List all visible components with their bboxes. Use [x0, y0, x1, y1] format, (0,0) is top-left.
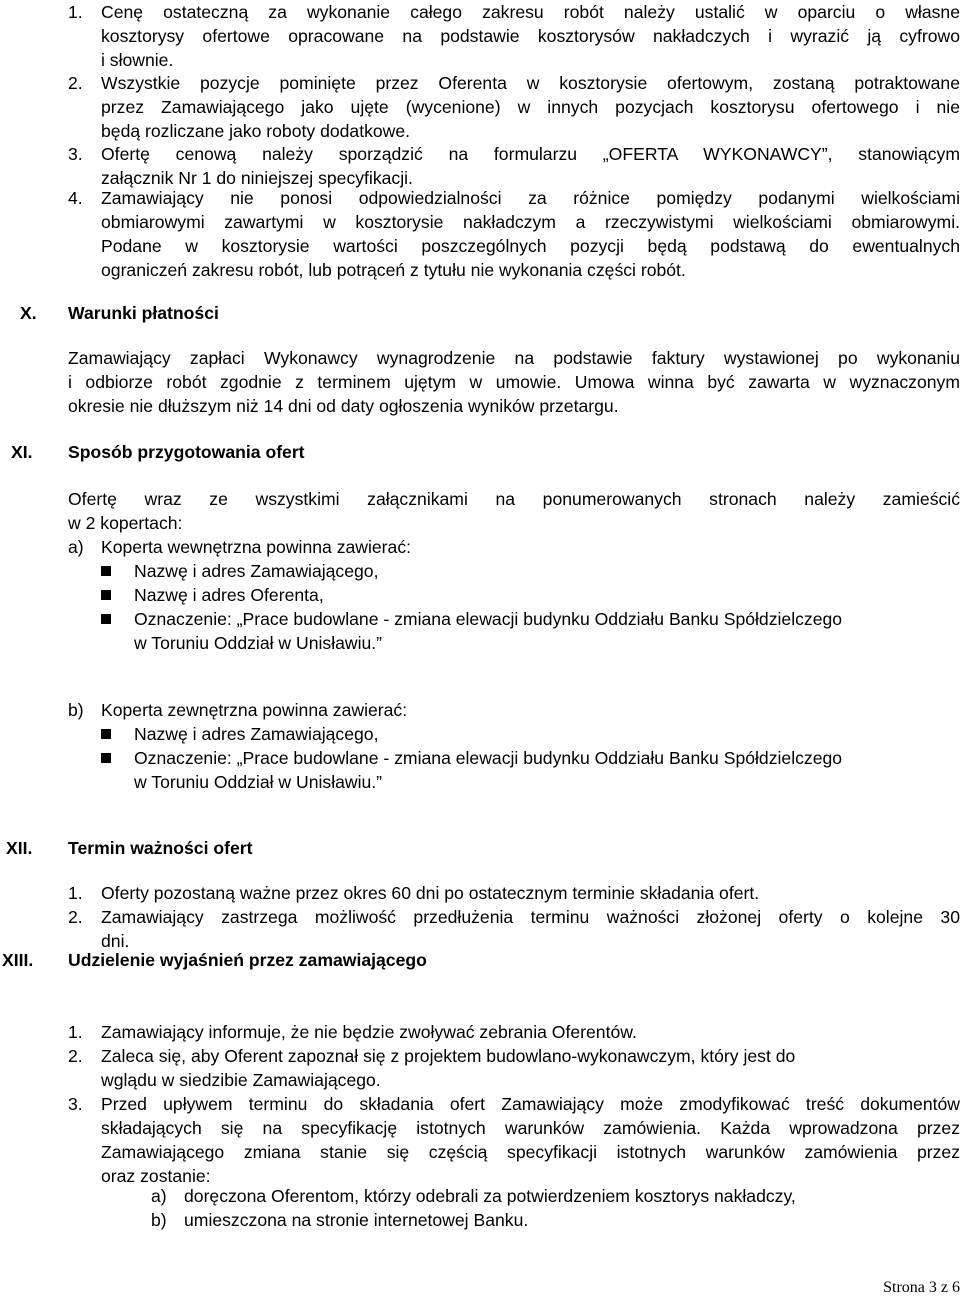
bullet-text: w Toruniu Oddział w Unisławiu.”: [134, 772, 383, 792]
section-number: X.: [20, 303, 37, 323]
list-number: 1.: [68, 883, 83, 903]
list-number: 2.: [68, 73, 83, 93]
page-number-footer: Strona 3 z 6: [883, 1279, 960, 1296]
section-title: Warunki płatności: [68, 303, 219, 323]
list-line: Cenę ostateczną za wykonanie całego zakresu robót należy ustalić w oparciu o własne: [101, 2, 960, 22]
list-label: b): [68, 700, 84, 720]
square-bullet-icon: [101, 590, 111, 600]
list-line: Koperta zewnętrzna powinna zawierać:: [101, 700, 408, 720]
square-bullet-icon: [101, 566, 111, 576]
list-line: Zamawiający zastrzega możliwość przedłużenia terminu ważności złożonej oferty o kolejne 30: [101, 907, 960, 927]
list-line: Oferty pozostaną ważne przez okres 60 dni po ostatecznym terminie składania ofert.: [101, 883, 760, 903]
bullet-text: Nazwę i adres Oferenta,: [134, 585, 324, 605]
list-line: wglądu w siedzibie Zamawiającego.: [101, 1070, 381, 1090]
section-title: Termin ważności ofert: [68, 838, 253, 858]
sub-list-text: doręczona Oferentom, którzy odebrali za potwierdzeniem kosztorys nakładczy,: [184, 1186, 796, 1206]
list-number: 2.: [68, 907, 83, 927]
list-line: Zamawiającego zmiana stanie się częścią specyfikacji istotnych warunków zamówienia przez: [101, 1142, 960, 1162]
sub-list-label: a): [151, 1186, 167, 1206]
sub-list-text: umieszczona na stronie internetowej Banku.: [184, 1210, 529, 1230]
list-line: Wszystkie pozycje pominięte przez Oferenta w kosztorysie ofertowym, zostaną potraktowane: [101, 73, 960, 93]
list-line: dni.: [101, 931, 130, 951]
list-label: a): [68, 537, 84, 557]
list-line: Zamawiający nie ponosi odpowiedzialności za różnice pomiędzy podanymi wielkościami: [101, 188, 960, 208]
square-bullet-icon: [101, 729, 111, 739]
section-title: Sposób przygotowania ofert: [68, 442, 305, 462]
list-number: 4.: [68, 188, 83, 208]
list-number: 3.: [68, 144, 83, 164]
bullet-text: Nazwę i adres Zamawiającego,: [134, 724, 379, 744]
list-line: Zamawiający informuje, że nie będzie zwoływać zebrania Oferentów.: [101, 1022, 637, 1042]
paragraph-line: okresie nie dłuższym niż 14 dni od daty ogłoszenia wyników przetargu.: [68, 396, 619, 416]
list-number: 3.: [68, 1094, 83, 1114]
list-line: przez Zamawiającego jako ujęte (wycenione) w innych pozycjach kosztorysu ofertowego i nie: [101, 97, 960, 117]
paragraph-line: i odbiorze robót zgodnie z terminem ujętym w umowie. Umowa winna być zawarta w wyznaczonym: [68, 372, 960, 392]
section-title: Udzielenie wyjaśnień przez zamawiającego: [68, 950, 427, 970]
list-line: Zaleca się, aby Oferent zapoznał się z projektem budowlano-wykonawczym, który jest do: [101, 1046, 796, 1066]
list-number: 1.: [68, 2, 83, 22]
square-bullet-icon: [101, 614, 111, 624]
bullet-text: Nazwę i adres Zamawiającego,: [134, 561, 379, 581]
list-line: oraz zostanie:: [101, 1166, 211, 1186]
list-line: będą rozliczane jako roboty dodatkowe.: [101, 121, 411, 141]
list-line: Podane w kosztorysie wartości poszczególnych pozycji będą podstawą do ewentualnych: [101, 236, 960, 256]
square-bullet-icon: [101, 753, 111, 763]
paragraph-line: Ofertę wraz ze wszystkimi załącznikami na ponumerowanych stronach należy zamieścić: [68, 489, 960, 509]
bullet-text: w Toruniu Oddział w Unisławiu.”: [134, 633, 383, 653]
list-line: ograniczeń zakresu robót, lub potrąceń z tytułu nie wykonania części robót.: [101, 260, 686, 280]
list-line: kosztorysy ofertowe opracowane na podstawie kosztorysów nakładczych i wyrazić ją cyfrowo: [101, 26, 960, 46]
list-line: załącznik Nr 1 do niniejszej specyfikacji.: [101, 168, 413, 188]
list-number: 1.: [68, 1022, 83, 1042]
list-line: obmiarowymi zawartymi w kosztorysie nakładczym a rzeczywistymi wielkościami obmiarowymi.: [101, 212, 960, 232]
paragraph-line: Zamawiający zapłaci Wykonawcy wynagrodzenie na podstawie faktury wystawionej po wykonaniu: [68, 348, 960, 368]
section-number: XIII.: [2, 950, 34, 970]
list-line: Ofertę cenową należy sporządzić na formularzu „OFERTA WYKONAWCY”, stanowiącym: [101, 144, 960, 164]
paragraph-line: w 2 kopertach:: [68, 513, 183, 533]
bullet-text: Oznaczenie: „Prace budowlane - zmiana elewacji budynku Oddziału Banku Spółdzielczego: [134, 609, 843, 629]
list-line: składających się na specyfikację istotnych warunków zamówienia. Każda wprowadzona przez: [101, 1118, 960, 1138]
list-line: Koperta wewnętrzna powinna zawierać:: [101, 537, 412, 557]
list-line: Przed upływem terminu do składania ofert Zamawiający może zmodyfikować treść dokumentów: [101, 1094, 960, 1114]
section-number: XII.: [6, 838, 33, 858]
bullet-text: Oznaczenie: „Prace budowlane - zmiana elewacji budynku Oddziału Banku Spółdzielczego: [134, 748, 843, 768]
section-number: XI.: [11, 442, 33, 462]
sub-list-label: b): [151, 1210, 167, 1230]
list-line: i słownie.: [101, 50, 174, 70]
list-number: 2.: [68, 1046, 83, 1066]
